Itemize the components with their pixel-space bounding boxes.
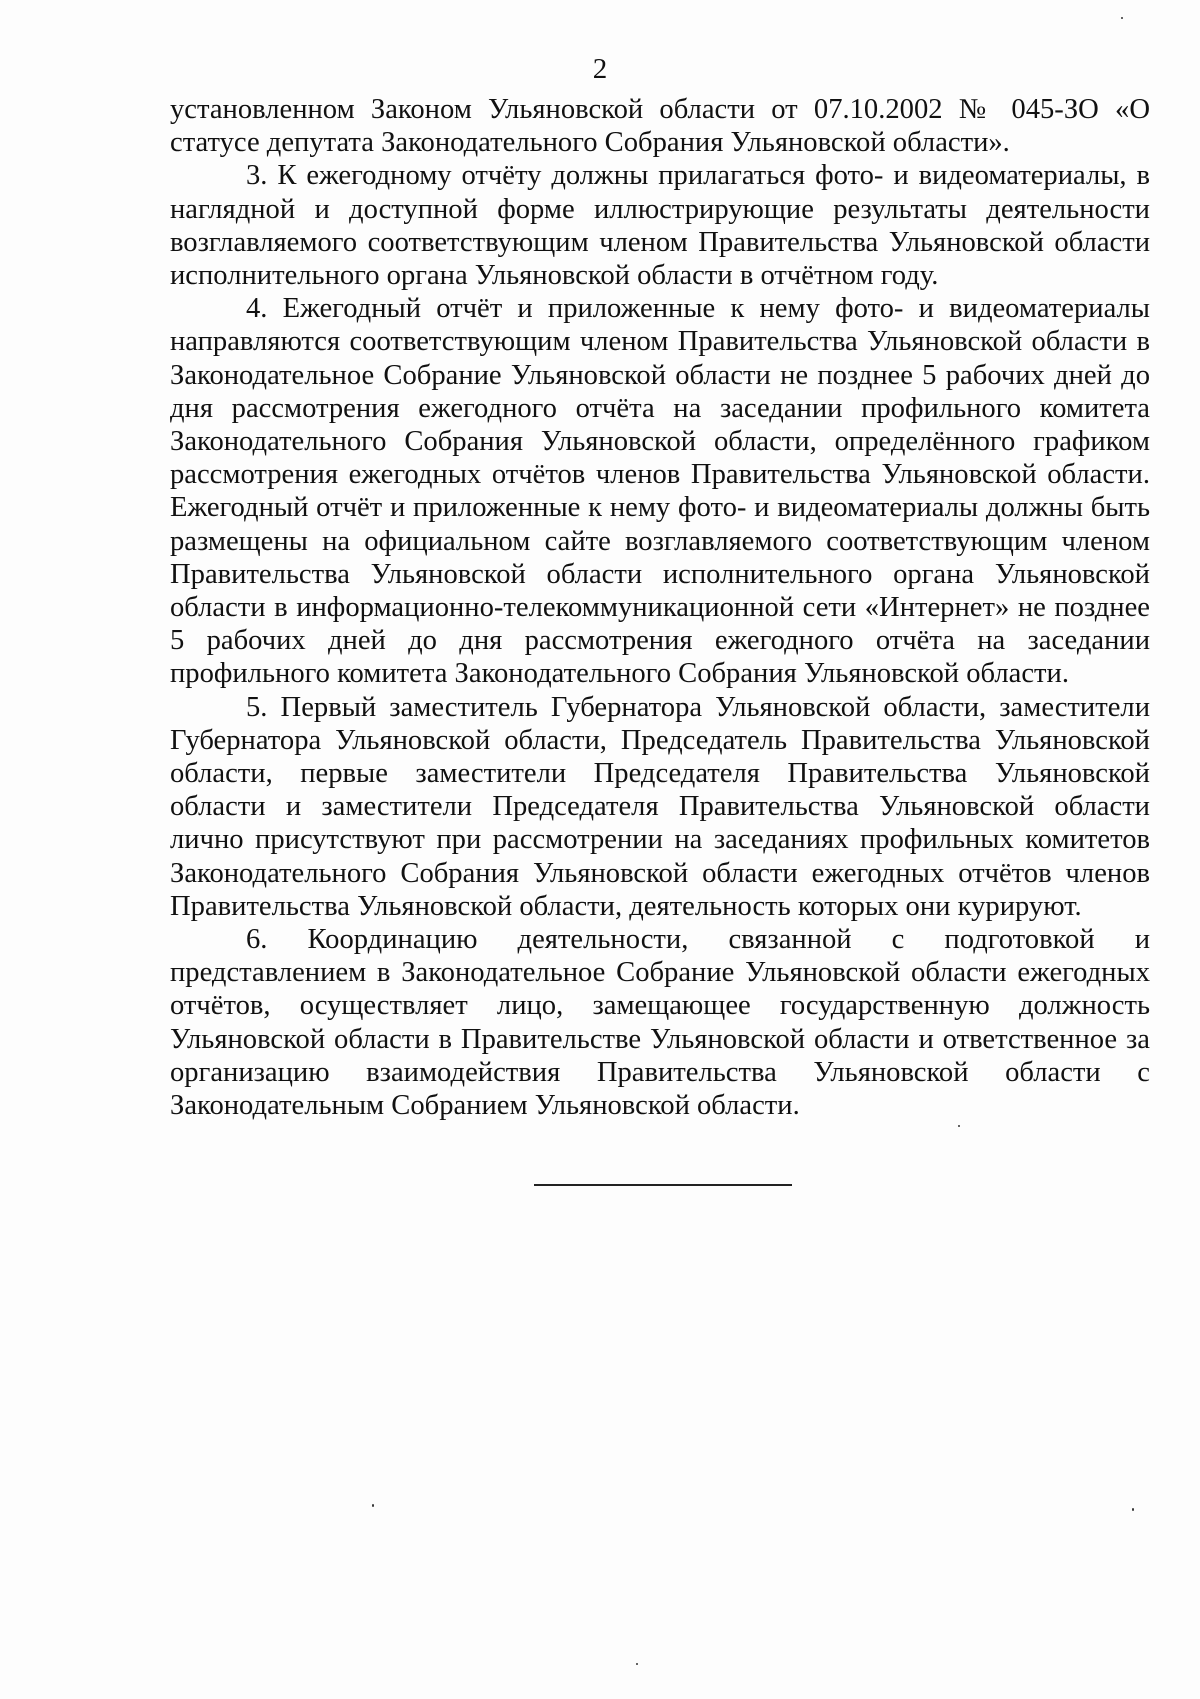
paragraph-item-4: 4. Ежегодный отчёт и приложенные к нему фото- и видеоматериалы направляются соответствующим членом Правительства Ульяновской области в Законодательное Собрание Ульяновской области не позднее 5 рабочих дней до дня рассмотрения ежегодного отчёта на заседании профильного комитета Законодательного Собрания Ульяновской области, определённого графиком рассмотрения ежегодных отчётов членов Правительства Ульяновской области. Ежегодный отчёт и приложенные к нему фото- и видеоматериалы должны быть размещены на официальном сайте возглавляемого соответствующим членом Правительства Ульяновской области исполнительного органа Ульяновской области в информационно-телекоммуникационной сети «Интернет» не позднее 5 рабочих дней до дня рассмотрения ежегодного отчёта на заседании профильного комитета Законодательного Собрания Ульяновской области. [170, 293, 1150, 690]
scan-speck [372, 1504, 374, 1507]
paragraph-item-3: 3. К ежегодному отчёту должны прилагаться фото- и видеоматериалы, в наглядной и доступной форме иллюстрирующие результаты деятельности возглавляемого соответствующим членом Правительства Ульяновской области исполнительного органа Ульяновской области в отчётном году. [170, 160, 1150, 292]
scan-speck [958, 1125, 960, 1127]
paragraph-item-5: 5. Первый заместитель Губернатора Ульяновской области, заместители Губернатора Ульяновской области, Председатель Правительства Ульяновской области, первые заместители Председателя Правительства Ульяновской области и заместители Председателя Правительства Ульяновской области лично присутствуют при рассмотрении на заседаниях профильных комитетов Законодательного Собрания Ульяновской области ежегодных отчётов членов Правительства Ульяновской области, деятельность которых они курируют. [170, 691, 1150, 922]
paragraph-continuation: установленном Законом Ульяновской области от 07.10.2002 № 045-ЗО «О статусе депутата Законодательного Собрания Ульяновской области». [170, 94, 1150, 159]
scan-speck [1121, 17, 1123, 19]
scan-speck [636, 1663, 638, 1665]
paragraph-item-6: 6. Координацию деятельности, связанной с подготовкой и представлением в Законодательное Собрание Ульяновской области ежегодных отчётов, осуществляет лицо, замещающее государственную должность Ульяновской области в Правительстве Ульяновской области и ответственное за организацию взаимодействия Правительства Ульяновской области с Законодательным Собранием Ульяновской области. [170, 924, 1150, 1122]
scan-speck [1132, 1508, 1134, 1511]
document-body [170, 93, 1150, 1122]
end-separator-line [534, 1184, 792, 1186]
page-number: 2 [592, 53, 608, 85]
